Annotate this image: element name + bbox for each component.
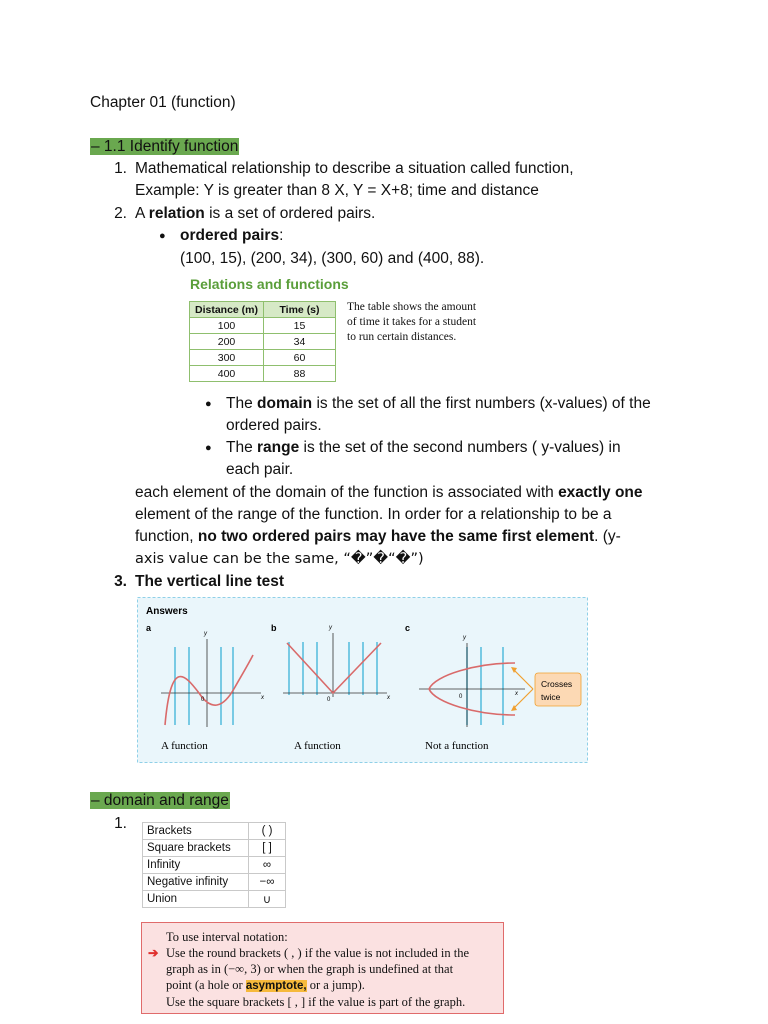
bullet-range: ● The range is the set of the second numbers ( y-values) in	[226, 437, 621, 459]
svg-text:0: 0	[459, 694, 463, 700]
arrow-right-icon: ➔	[148, 946, 159, 960]
caption-a: A function	[161, 740, 208, 752]
interval-notation-note: To use interval notation: ➔ Use the round brackets ( , ) if the value is not included in the graph as in (−∞, 3) or when the graph is undefined at that point (a hole or asymptote, or a jump). Use the square brackets [ , ] if the value is part of the graph.	[141, 922, 504, 1014]
answers-label: Answers	[146, 606, 188, 617]
domain-continuation: ordered pairs.	[226, 417, 322, 434]
bullet-domain: ● The domain is the set of all the first numbers (x-values) of the	[226, 393, 651, 415]
section-title: – 1.1 Identify function	[91, 138, 239, 155]
caption-c: Not a function	[425, 740, 489, 752]
table-row: 100 15	[190, 318, 336, 334]
figure-title: Relations and functions	[190, 276, 349, 292]
figure-caption: The table shows the amount of time it takes for a student to run certain distances.	[347, 301, 477, 343]
svg-text:twice: twice	[541, 692, 561, 702]
paragraph-line-1: each element of the domain of the function is associated with exactly one	[135, 484, 643, 501]
table-row: Union ∪	[143, 891, 286, 908]
vertical-line-test-figure	[137, 597, 588, 763]
bracket-notation-table	[142, 822, 286, 908]
svg-text:x: x	[261, 695, 264, 701]
svg-text:0: 0	[327, 697, 331, 703]
panel-a-label: a	[146, 623, 152, 633]
svg-text:x: x	[515, 691, 518, 697]
table-row: 200 34	[190, 334, 336, 350]
example-line: Example: Y is greater than 8 X, Y = X+8; time and distance	[135, 182, 539, 199]
table-header: Distance (m)	[190, 302, 264, 318]
table-row: Brackets ( )	[143, 823, 286, 840]
svg-text:y: y	[204, 631, 207, 637]
table-header-row	[190, 302, 336, 318]
paragraph-line-3: function, no two ordered pairs may have the same first element. (y-	[135, 528, 621, 545]
table-row: Negative infinity −∞	[143, 874, 286, 891]
table-row: Square brackets [ ]	[143, 840, 286, 857]
table-row: 300 60	[190, 350, 336, 366]
range-continuation: each pair.	[226, 461, 294, 478]
chapter-heading: Chapter 01 (function)	[90, 94, 236, 111]
table-row: Infinity ∞	[143, 857, 286, 874]
list-item-2: 2. A relation is a set of ordered pairs.	[114, 205, 376, 222]
paragraph-line-2: element of the range of the function. In order for a relationship to be a	[135, 506, 612, 523]
list-item-3: 3. The vertical line test	[114, 573, 285, 590]
section-heading-identify-function	[90, 136, 239, 158]
panel-b-label: b	[271, 623, 277, 633]
distance-time-table	[189, 301, 336, 382]
section-title: – domain and range	[91, 792, 229, 809]
svg-text:x: x	[387, 695, 390, 701]
svg-text:0: 0	[201, 697, 205, 703]
bullet-ordered-pairs: ● ordered pairs:	[180, 225, 283, 247]
panel-c-label: c	[405, 623, 411, 633]
section-heading-domain-range	[90, 790, 230, 812]
svg-text:y: y	[463, 635, 466, 641]
ordered-pairs-values: (100, 15), (200, 34), (300, 60) and (400, 88).	[180, 250, 485, 267]
paragraph-line-4: axis value can be the same, “�”�“�”)	[135, 551, 424, 567]
svg-text:Crosses: Crosses	[541, 679, 573, 689]
table-row: 400 88	[190, 366, 336, 382]
list-item-1-domain: 1.	[114, 815, 127, 832]
caption-b: A function	[294, 740, 341, 752]
table-header: Time (s)	[264, 302, 336, 318]
list-item-1: 1. Mathematical relationship to describe a situation called function,	[114, 160, 574, 177]
svg-text:y: y	[329, 625, 332, 631]
